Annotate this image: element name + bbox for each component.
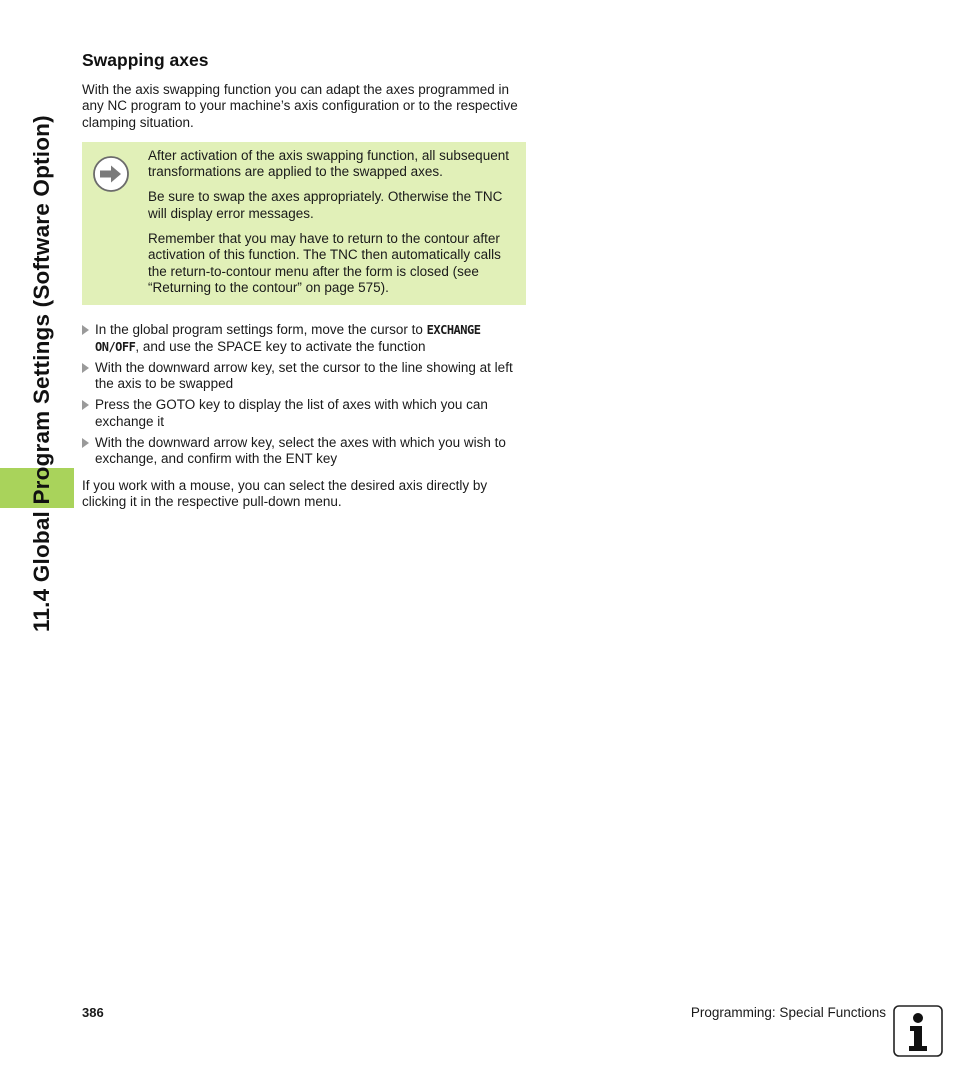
- note-paragraph: Be sure to swap the axes appropriately. Otherwise the TNC will display error messages.: [148, 189, 503, 221]
- note-paragraph: After activation of the axis swapping function, all subsequent transformations are applied to the swapped axes.: [148, 147, 509, 180]
- step-item: With the downward arrow key, set the cursor to the line showing at left the axis to be swapped: [82, 360, 526, 393]
- bullet-arrow-icon: [82, 325, 89, 335]
- bullet-arrow-icon: [82, 438, 89, 448]
- step-list: [82, 322, 526, 467]
- main-content: [82, 48, 526, 510]
- step-item: With the downward arrow key, select the axes with which you wish to exchange, and confirm with the ENT key: [82, 435, 526, 468]
- bullet-arrow-icon: [82, 400, 89, 410]
- section-heading: Swapping axes: [82, 50, 209, 70]
- note-paragraph: Remember that you may have to return to the contour after activation of this function. The TNC then automatically calls the return-to-contour menu after the form is closed (see “Returning to the contour” on page 575).: [148, 231, 501, 295]
- step-item: Press the GOTO key to display the list of axes with which you can exchange it: [82, 397, 526, 430]
- info-icon: [893, 1005, 943, 1057]
- mouse-note-paragraph: If you work with a mouse, you can select the desired axis directly by clicking it in the respective pull-down menu.: [82, 477, 488, 509]
- softkey-code: EXCHANGE ON/OFF: [95, 323, 481, 354]
- step-item: In the global program settings form, move the cursor to EXCHANGE ON/OFF, and use the SPACE key to activate the function: [82, 322, 526, 355]
- intro-paragraph: With the axis swapping function you can adapt the axes programmed in any NC program to your machine’s axis configuration or to the respective clamping situation.: [82, 82, 518, 130]
- chapter-side-title: 11.4 Global Program Settings (Software Option): [29, 115, 54, 632]
- note-box: [82, 142, 526, 305]
- arrow-right-icon: [92, 155, 130, 193]
- page-number: 386: [82, 1005, 104, 1020]
- bullet-arrow-icon: [82, 363, 89, 373]
- footer-chapter-title: Programming: Special Functions: [690, 1005, 886, 1020]
